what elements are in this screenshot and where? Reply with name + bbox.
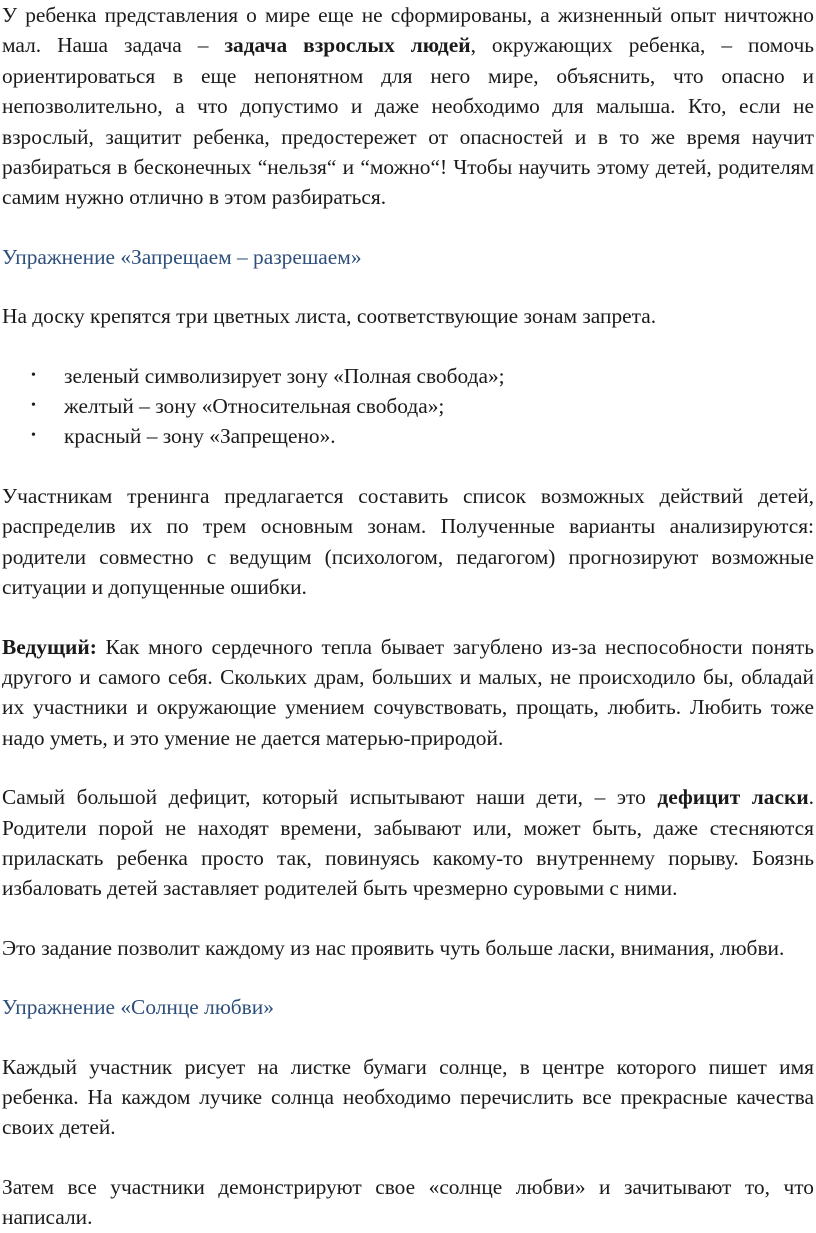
exercise1-intro: На доску крепятся три цветных листа, соответствующие зонам запрета. — [2, 304, 657, 329]
bullet-icon: • — [31, 398, 36, 414]
intro-text-2: , окружающих ребенка, – помочь ориентироваться в еще непонятном для него мире, объяснить, что опасно и непозволительно, а что допустимо и даже необходимо для малыша. Кто, если не взрослый, защитит ребенка, предостережет от опасностей и в то же время научит разбираться в бесконечных “нельзя“ и “можно“! Чтобы научить этому детей, родителям самим нужно отлично в этом разбираться. — [2, 33, 814, 210]
deficit-text-1: Самый большой дефицит, который испытывают наши дети, – это — [2, 785, 658, 810]
zone-yellow: желтый – зону «Относительная свобода»; — [64, 394, 445, 419]
exercise1-heading: Упражнение «Запрещаем – разрешаем» — [2, 244, 362, 269]
task-note: Это задание позволит каждому из нас проявить чуть больше ласки, внимания, любви. — [2, 935, 785, 960]
bullet-icon: • — [31, 367, 36, 383]
list-item — [31, 361, 814, 391]
host-label: Ведущий: — [2, 634, 97, 659]
exercise2-step2: Затем все участники демонстрируют свое «солнце любви» и зачитывают то, что написали. — [2, 1174, 814, 1230]
deficit-text-2: . Родители порой не находят времени, забывают или, может быть, даже стесняются приласкать ребенка просто так, повинуясь какому-то внутреннему порыву. Боязнь избаловать детей заставляет родителей быть чрезмерно суровыми с ними. — [2, 785, 815, 901]
exercise1-description: Участникам тренинга предлагается составить список возможных действий детей, распределив их по трем основным зонам. Полученные варианты анализируются: родители совместно с ведущим (психологом, педагогом) прогнозируют возможные ситуации и допущенные ошибки. — [2, 483, 814, 600]
intro-paragraph — [2, 0, 814, 213]
exercise2-heading: Упражнение «Солнце любви» — [2, 995, 274, 1020]
zone-red: красный – зону «Запрещено». — [64, 424, 336, 449]
zone-green: зеленый символизирует зону «Полная свобода»; — [64, 363, 505, 388]
deficit-bold: дефицит ласки — [657, 785, 809, 810]
zones-list — [2, 361, 814, 452]
list-item — [31, 421, 814, 451]
host-paragraph — [2, 632, 814, 754]
exercise2-step1: Каждый участник рисует на листке бумаги солнце, в центре которого пишет имя ребенка. На каждом лучике солнца необходимо перечислить все прекрасные качества своих детей. — [2, 1054, 814, 1140]
document-page — [2, 0, 814, 1233]
intro-text-1: У ребенка представления о мире еще не сформированы, а жизненный опыт ничтожно мал. Наша задача – — [2, 3, 814, 58]
bullet-icon: • — [31, 428, 36, 444]
intro-bold: задача взрослых людей — [224, 33, 471, 58]
list-item — [31, 391, 814, 421]
host-text: Как много сердечного тепла бывает загублено из-за неспособности понять другого и самого себя. Скольких драм, больших и малых, не происходило бы, обладай их участники и окружающие умением сочувствовать, прощать, любить. Любить тоже надо уметь, и это умение не дается матерью-природой. — [2, 634, 814, 750]
deficit-paragraph — [2, 782, 814, 904]
